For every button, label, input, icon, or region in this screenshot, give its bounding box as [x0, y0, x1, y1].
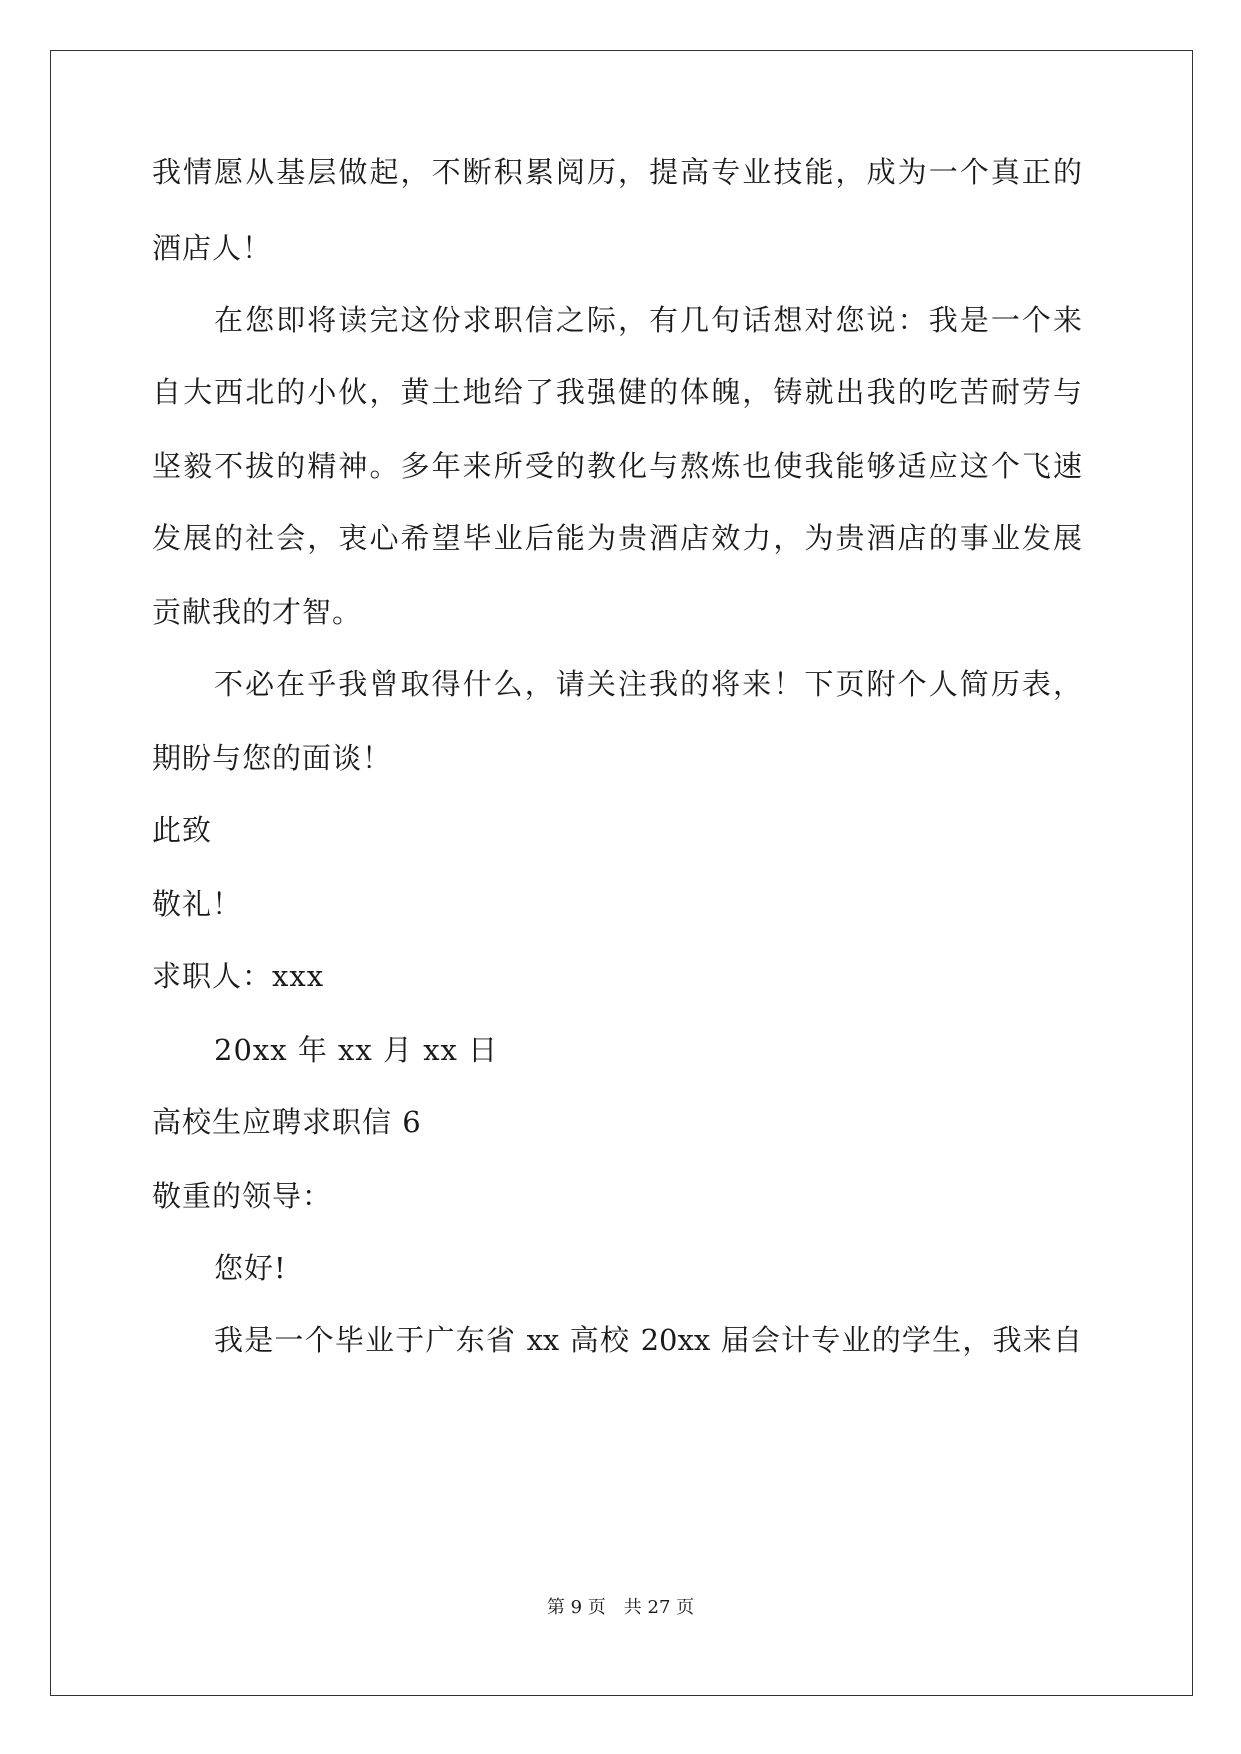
body-text-line: 不必在乎我曾取得什么，请关注我的将来！下页附个人简历表，	[214, 667, 1082, 701]
applicant-name: 求职人：xxx	[152, 959, 325, 993]
body-text-line: 自大西北的小伙，黄土地给了我强健的体魄，铸就出我的吃苦耐劳与	[152, 375, 1082, 409]
body-text-line: 我是一个毕业于广东省 xx 高校 20xx 届会计专业的学生，我来自	[214, 1323, 1082, 1357]
page-footer	[0, 1596, 1241, 1620]
closing-regards: 敬礼！	[152, 887, 243, 921]
body-text-line: 酒店人！	[152, 231, 273, 265]
body-text-line: 坚毅不拔的精神。多年来所受的教化与熬炼也使我能够适应这个飞速	[152, 449, 1082, 483]
letter-date: 20xx 年 xx 月 xx 日	[214, 1033, 499, 1067]
body-text-line: 发展的社会，衷心希望毕业后能为贵酒店效力，为贵酒店的事业发展	[152, 521, 1082, 555]
letter-hello: 您好!	[214, 1251, 287, 1285]
section-title: 高校生应聘求职信 6	[152, 1105, 422, 1139]
page-number-current: 第 9 页	[546, 1597, 606, 1618]
body-text-line: 期盼与您的面谈！	[152, 741, 393, 775]
letter-greeting: 敬重的领导：	[152, 1179, 333, 1213]
body-text-line: 我情愿从基层做起，不断积累阅历，提高专业技能，成为一个真正的	[152, 155, 1082, 189]
closing-salutation: 此致	[152, 813, 213, 847]
body-text-line: 在您即将读完这份求职信之际，有几句话想对您说：我是一个来	[214, 303, 1082, 337]
page-frame	[50, 50, 1193, 1696]
page-number-total: 共 27 页	[623, 1597, 695, 1618]
body-text-line: 贡献我的才智。	[152, 595, 363, 629]
